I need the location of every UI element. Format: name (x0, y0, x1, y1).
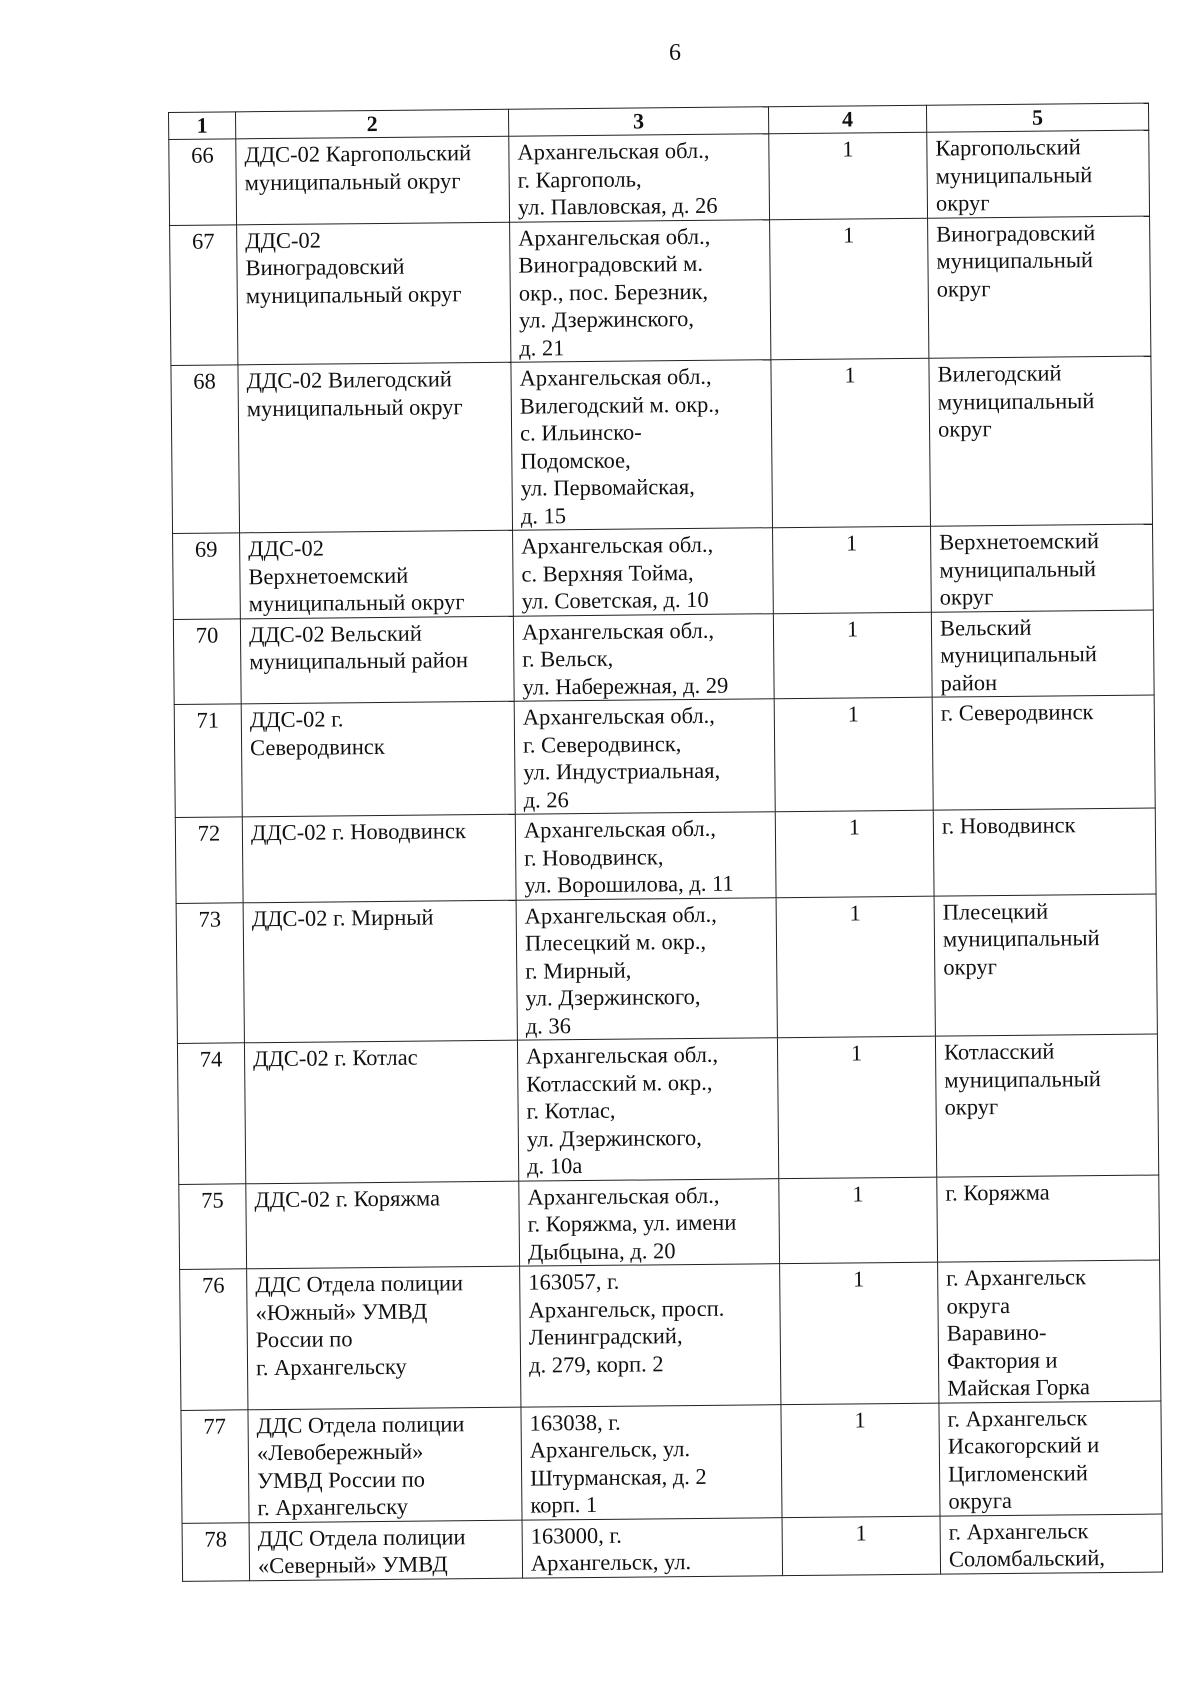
service-area-cell: г. Архангельск Соломбальский, (940, 1514, 1163, 1574)
address-cell: Архангельская обл., с. Верхняя Тойма, ул. Советская, д. 10 (513, 528, 774, 616)
service-area-cell: Вилегодский муниципальный округ (929, 356, 1153, 526)
table-row (174, 695, 1155, 817)
service-area-cell: г. Коряжма (937, 1175, 1160, 1263)
address-cell: 163000, г. Архангельск, ул. (522, 1517, 783, 1577)
service-name-cell: ДДС-02 г. Коряжма (246, 1181, 520, 1269)
service-area-cell: Каргопольский муниципальный округ (927, 130, 1150, 218)
page-number: 6 (669, 40, 681, 66)
quantity-cell: 1 (775, 810, 934, 897)
service-area-cell: Виноградовский муниципальный округ (928, 216, 1151, 359)
quantity-cell: 1 (770, 218, 929, 360)
service-name-cell: ДДС-02 Каргопольский муниципальный округ (236, 136, 510, 224)
service-name-cell: ДДС-02 Верхнетоемский муниципальный округ (240, 530, 514, 618)
row-number-cell: 74 (177, 1043, 245, 1184)
row-number-cell: 77 (181, 1409, 249, 1523)
quantity-cell: 1 (774, 697, 933, 812)
table-row (182, 1514, 1163, 1581)
service-area-cell: г. Северодвинск (932, 695, 1155, 810)
row-number-cell: 72 (175, 817, 243, 903)
address-cell: Архангельская обл., г. Вельск, ул. Набережная, д. 29 (513, 613, 774, 701)
address-cell: Архангельская обл., г. Каргополь, ул. Павловская, д. 26 (509, 134, 770, 222)
service-area-cell: Верхнетоемский муниципальный округ (931, 524, 1154, 612)
table-body (169, 130, 1163, 1581)
quantity-cell: 1 (773, 612, 932, 699)
service-name-cell: ДДС Отдела полиции «Южный» УМВД России по г. Архангельску (247, 1266, 521, 1409)
service-area-cell: Плесецкий муниципальный округ (934, 894, 1157, 1037)
table-row (169, 130, 1150, 225)
row-number-cell: 73 (176, 902, 244, 1043)
column-header: 2 (236, 109, 509, 139)
address-cell: Архангельская обл., Плесецкий м. окр., г. Мирный, ул. Дзержинского, д. 36 (516, 897, 777, 1040)
table-row (179, 1175, 1160, 1270)
column-header: 4 (768, 105, 926, 134)
quantity-cell: 1 (782, 1516, 941, 1576)
address-cell: Архангельская обл., г. Новодвинск, ул. Ворошилова, д. 11 (515, 812, 776, 900)
row-number-cell: 66 (169, 139, 237, 225)
table-row (176, 894, 1157, 1044)
column-header: 3 (508, 107, 768, 136)
address-cell: 163057, г. Архангельск, просп. Ленинградский, д. 279, корп. 2 (520, 1264, 781, 1407)
address-cell: 163038, г. Архангельск, ул. Штурманская, д. 2 корп. 1 (521, 1404, 782, 1519)
service-name-cell: ДДС-02 г. Северодвинск (241, 701, 515, 817)
column-header: 5 (926, 103, 1148, 132)
row-number-cell: 68 (171, 365, 240, 534)
row-number-cell: 67 (170, 224, 238, 365)
service-area-cell: г. Архангельск округа Варавино- Фактория и Майская Горка (938, 1260, 1161, 1403)
service-name-cell: ДДС-02 г. Новодвинск (242, 814, 516, 902)
address-cell: Архангельская обл., Виноградовский м. окр., пос. Березник, ул. Дзержинского, д. 21 (510, 219, 771, 362)
address-cell: Архангельская обл., Котласский м. окр., г. Котлас, ул. Дзержинского, д. 10а (517, 1038, 778, 1181)
service-area-cell: г. Архангельск Исакогорский и Цигломенский округа (939, 1401, 1162, 1516)
table-row (175, 808, 1156, 903)
address-cell: Архангельская обл., Вилегодский м. окр., с. Ильинско- Подомское, ул. Первомайская, д. 15 (511, 360, 773, 530)
table-row (171, 356, 1153, 533)
service-name-cell: ДДС-02 г. Котлас (244, 1040, 518, 1183)
row-number-cell: 71 (174, 704, 242, 818)
service-name-cell: ДДС-02 Вельский муниципальный район (240, 616, 514, 704)
service-name-cell: ДДС Отдела полиции «Левобережный» УМВД России по г. Архангельску (248, 1407, 522, 1523)
address-cell: Архангельская обл., г. Северодвинск, ул. Индустриальная, д. 26 (514, 699, 775, 814)
registry-table (168, 103, 1163, 1582)
quantity-cell: 1 (769, 132, 928, 219)
table-row (177, 1034, 1158, 1184)
row-number-cell: 69 (173, 533, 241, 619)
quantity-cell: 1 (773, 526, 932, 613)
row-number-cell: 75 (179, 1183, 247, 1269)
table-row (173, 524, 1154, 619)
service-name-cell: ДДС Отдела полиции «Северный» УМВД (249, 1520, 523, 1581)
quantity-cell: 1 (781, 1403, 940, 1518)
row-number-cell: 76 (180, 1269, 248, 1410)
table-row (181, 1401, 1162, 1523)
table-row (170, 216, 1151, 366)
service-area-cell: Вельский муниципальный район (931, 610, 1154, 698)
row-number-cell: 78 (182, 1522, 250, 1581)
service-name-cell: ДДС-02 г. Мирный (243, 900, 517, 1043)
service-name-cell: ДДС-02 Виноградовский муниципальный округ (237, 222, 511, 365)
table-row (173, 610, 1154, 705)
quantity-cell: 1 (779, 1177, 938, 1264)
quantity-cell: 1 (780, 1262, 939, 1404)
column-header: 1 (169, 112, 236, 140)
quantity-cell: 1 (776, 896, 935, 1038)
quantity-cell: 1 (777, 1036, 936, 1178)
service-area-cell: г. Новодвинск (933, 808, 1156, 896)
row-number-cell: 70 (173, 618, 241, 704)
service-area-cell: Котласский муниципальный округ (935, 1034, 1158, 1177)
address-cell: Архангельская обл., г. Коряжма, ул. имени Дыбцына, д. 20 (519, 1178, 780, 1266)
service-name-cell: ДДС-02 Вилегодский муниципальный округ (238, 362, 513, 533)
quantity-cell: 1 (771, 358, 931, 528)
table-row (180, 1260, 1161, 1410)
